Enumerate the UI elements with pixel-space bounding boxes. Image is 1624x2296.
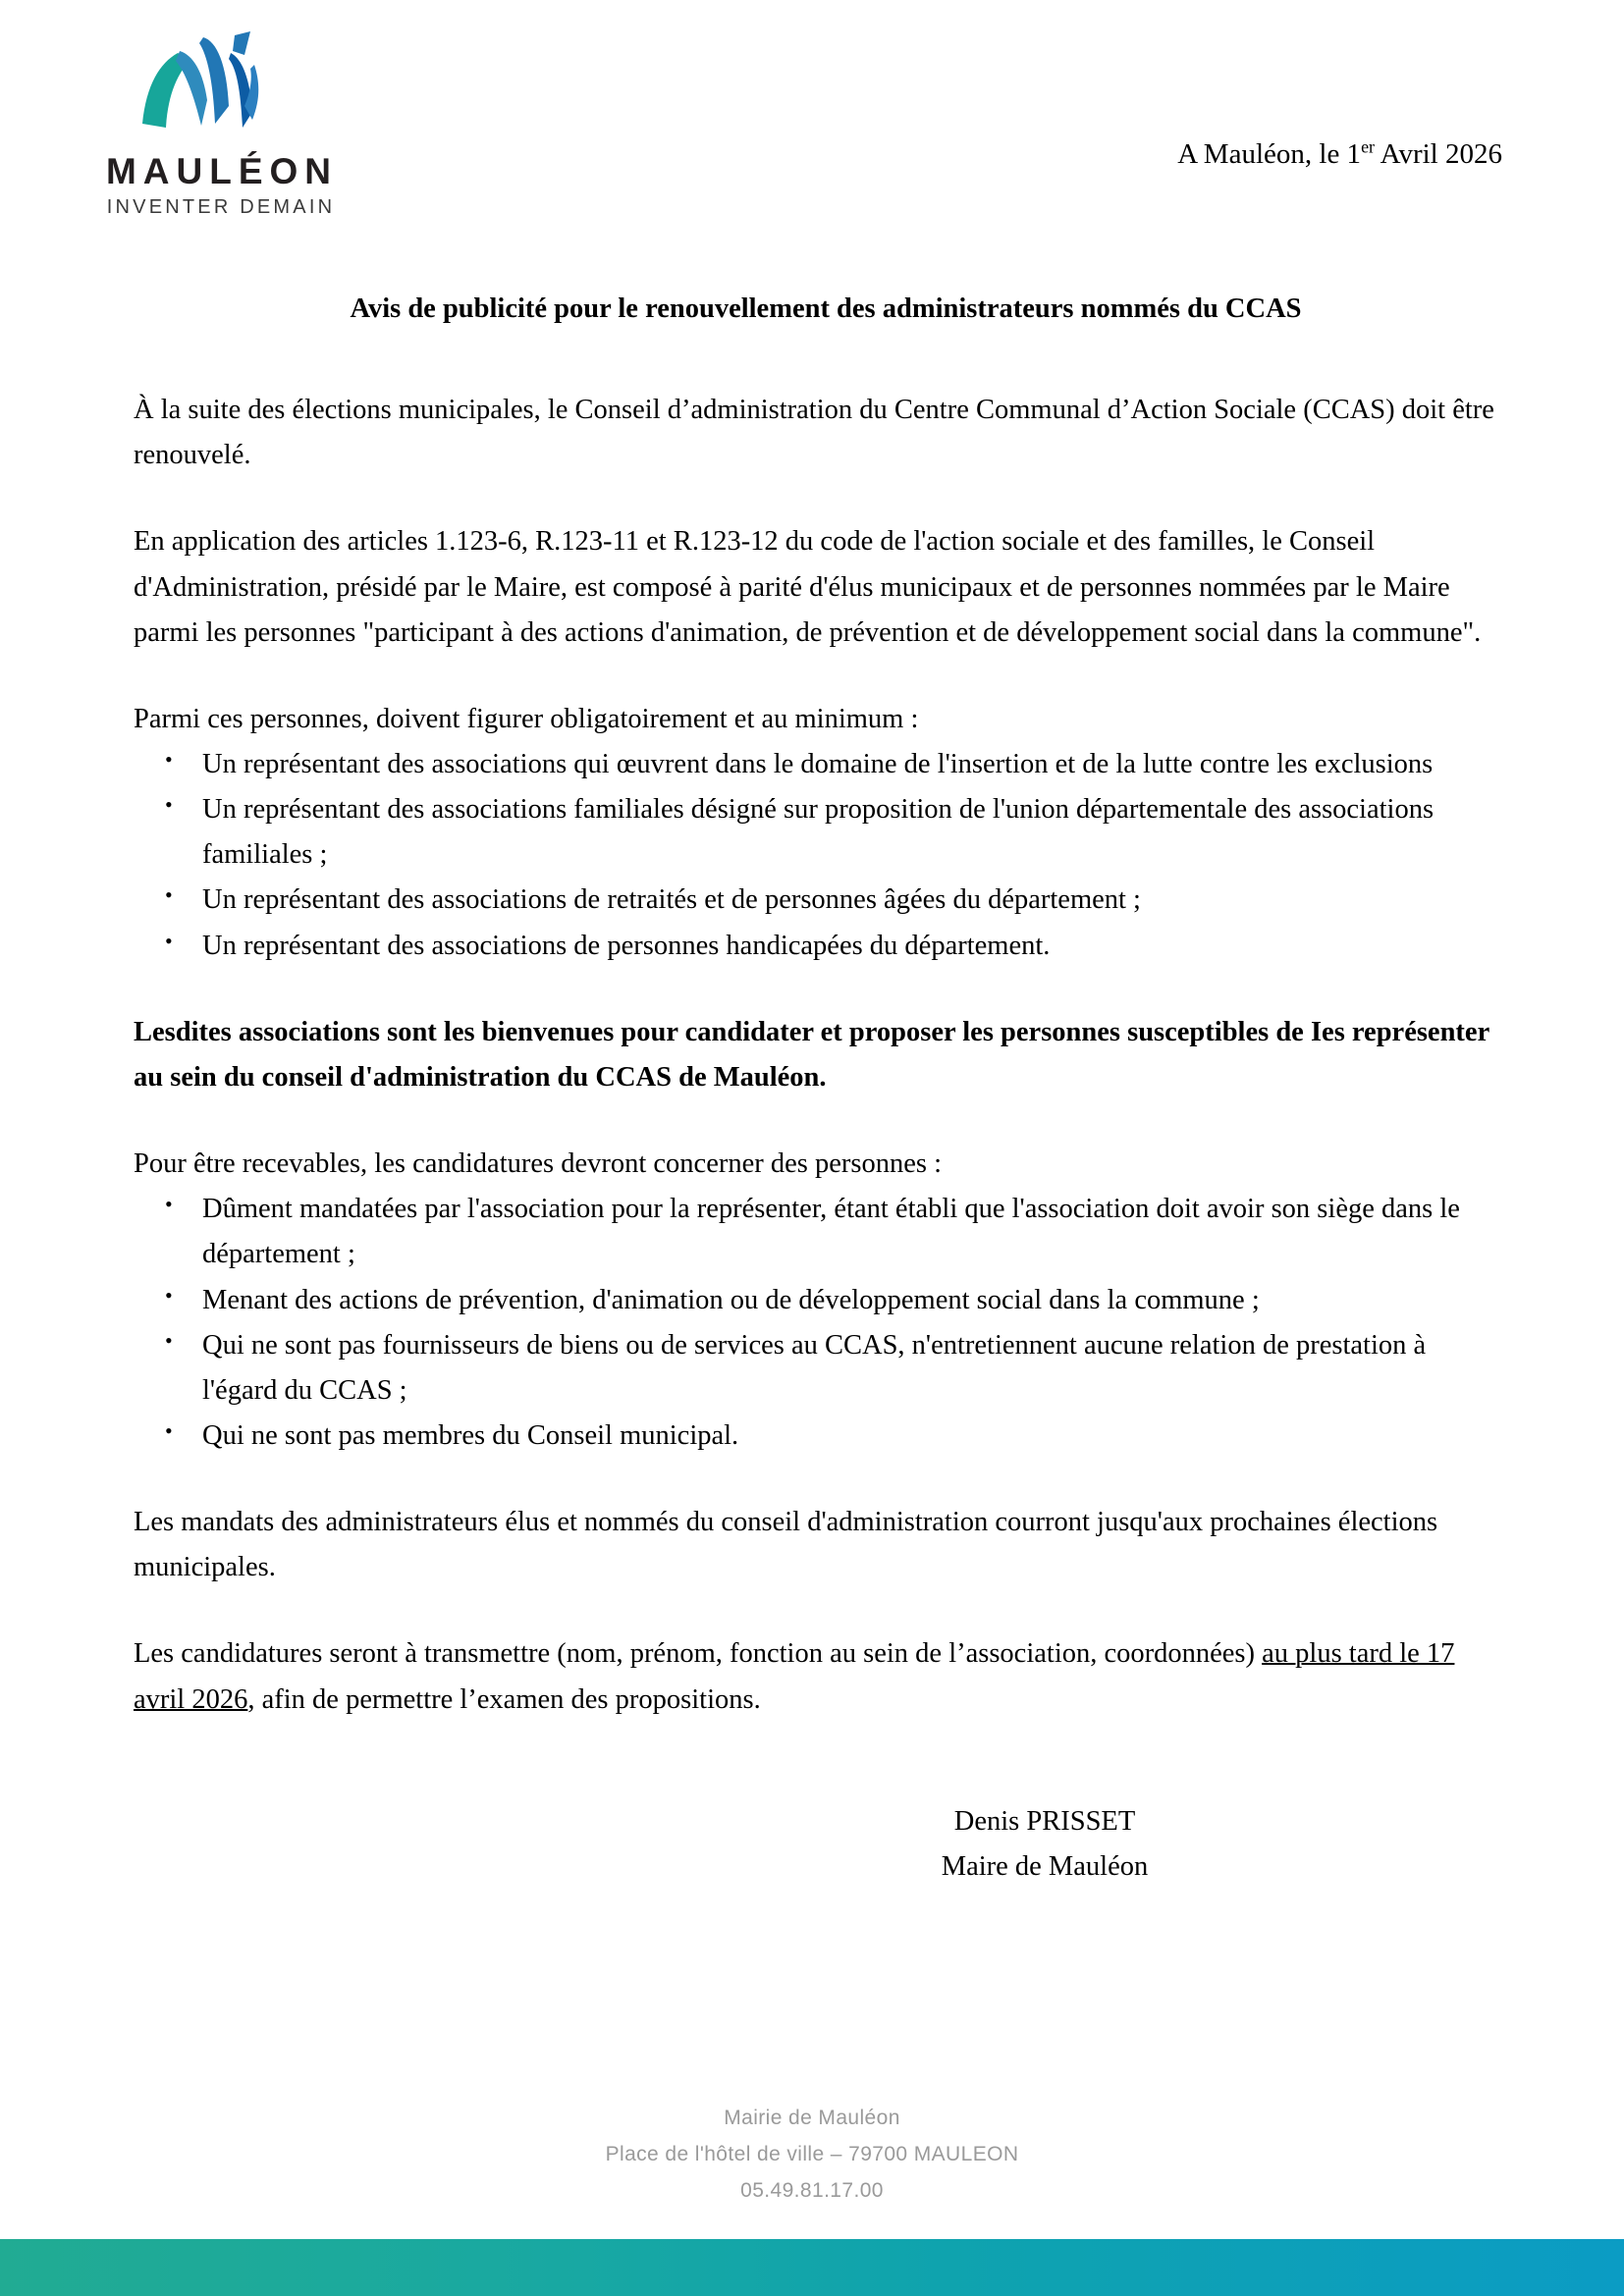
list2-lead: Pour être recevables, les candidatures devront concerner des personnes :: [134, 1148, 942, 1180]
paragraph-deadline: [134, 1631, 1494, 1722]
deadline-text-after: , afin de permettre l’examen des propositions.: [247, 1683, 761, 1715]
list-item: • Un représentant des associations de personnes handicapées du département.: [134, 924, 1494, 969]
signatory-role: Maire de Mauléon: [941, 1850, 1149, 1882]
list-item: • Un représentant des associations familiales désigné sur proposition de l'union départementale des associations familiales ;: [134, 787, 1494, 878]
logo-wordmark: MAULÉON: [105, 151, 339, 191]
list-item: • Qui ne sont pas membres du Conseil municipal.: [134, 1414, 1494, 1459]
document-body: [134, 291, 1494, 1890]
list-item: • Qui ne sont pas fournisseurs de biens ou de services au CCAS, n'entretiennent aucune relation de prestation à l'égard du CCAS ;: [134, 1323, 1494, 1414]
footer-gradient-bar: [0, 2239, 1624, 2296]
footer-line-organisation: Mairie de Mauléon: [724, 2107, 900, 2129]
date-line: [1177, 137, 1502, 172]
date-ordinal: er: [1361, 136, 1376, 157]
eligibility-list: [134, 1187, 1494, 1459]
list-item: • Un représentant des associations qui œuvrent dans le domaine de l'insertion et de la lutte contre les exclusions: [134, 742, 1494, 787]
page-title: Avis de publicité pour le renouvellement des administrateurs nommés du CCAS: [350, 294, 1302, 324]
list-item: • Dûment mandatées par l'association pour la représenter, étant établi que l'association doit avoir son siège dans le département ;: [134, 1187, 1494, 1277]
logo-tagline: INVENTER DEMAIN: [106, 195, 336, 218]
mauleon-logo: [77, 29, 361, 219]
signatory-name: Denis PRISSET: [953, 1805, 1136, 1837]
deadline-text-before: Les candidatures seront à transmettre (nom, prénom, fonction au sein de l’association, coordonnées): [134, 1638, 1263, 1670]
paragraph-call-to-action: Lesdites associations sont les bienvenues pour candidater et proposer les personnes susceptibles de Ies représenter au sein du conseil d'administration du CCAS de Mauléon.: [134, 1016, 1489, 1093]
list-item: • Menant des actions de prévention, d'animation ou de développement social dans la commune ;: [134, 1278, 1494, 1323]
paragraph-legal: En application des articles 1.123-6, R.123-11 et R.123-12 du code de l'action sociale et des familles, le Conseil d'Administration, présidé par le Maire, est composé à parité d'élus municipaux et de personnes nommées par le Maire parmi les personnes "participant à des actions d'animation, de prévention et de développement social dans la commune".: [134, 526, 1482, 648]
footer-line-address: Place de l'hôtel de ville – 79700 MAULEON: [605, 2142, 1019, 2165]
paragraph-intro: À la suite des élections municipales, le Conseil d’administration du Centre Communal d’Action Sociale (CCAS) doit être renouvelé.: [134, 395, 1494, 471]
document-header: [0, 0, 1624, 265]
list-item: • Un représentant des associations de retraités et de personnes âgées du département ;: [134, 878, 1494, 923]
date-prefix: A Mauléon, le 1: [1177, 138, 1362, 170]
signature-block: [134, 1799, 1494, 1890]
footer-line-phone: 05.49.81.17.00: [740, 2178, 884, 2202]
requirements-list: [134, 742, 1494, 969]
list1-lead: Parmi ces personnes, doivent figurer obligatoirement et au minimum :: [134, 703, 919, 734]
paragraph-mandates: Les mandats des administrateurs élus et nommés du conseil d'administration courront jusqu'aux prochaines élections municipales.: [134, 1507, 1438, 1583]
document-footer: [0, 2101, 1624, 2209]
mauleon-m-logo-icon: [121, 29, 317, 147]
deadline-date: au plus tard le 17 avril 2026: [134, 1638, 1455, 1715]
date-suffix: Avril 2026: [1375, 138, 1502, 170]
